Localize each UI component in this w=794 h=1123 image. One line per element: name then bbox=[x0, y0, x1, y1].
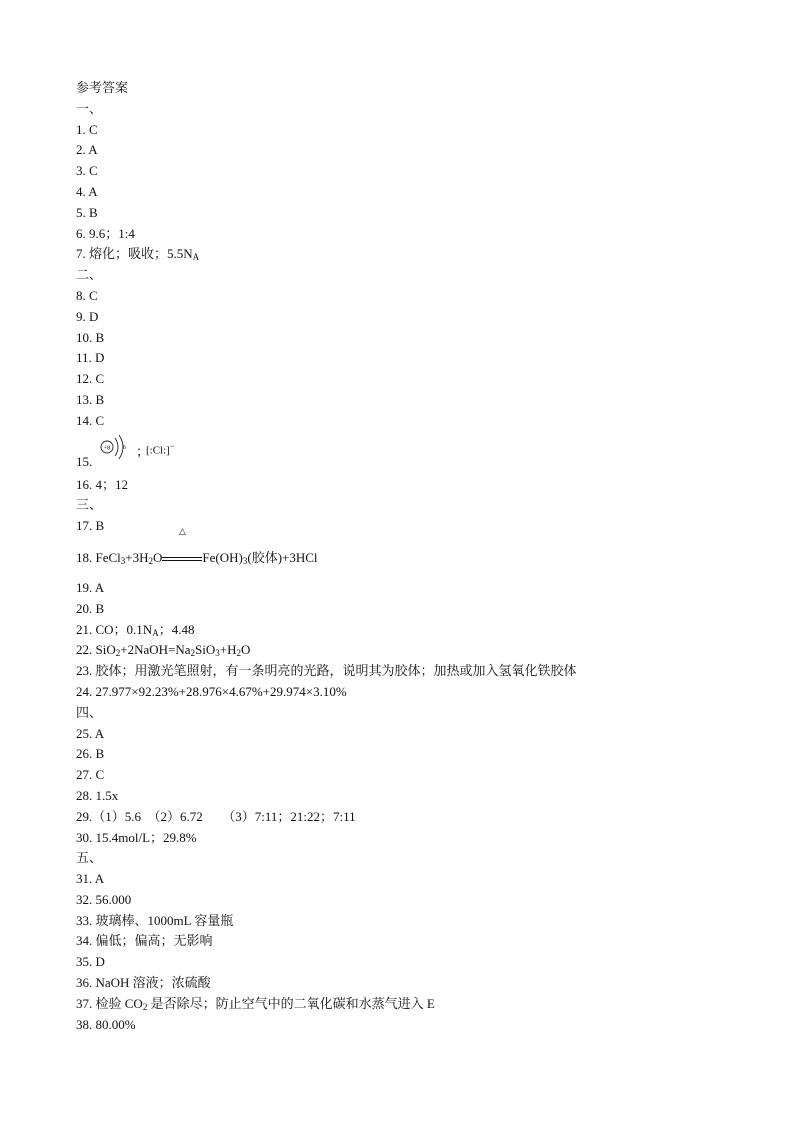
answer-7-text: 7. 熔化；吸收；5.5N bbox=[76, 246, 193, 262]
section-heading-5: 五、 bbox=[76, 850, 103, 866]
atom-shell-electrons: 6 bbox=[123, 444, 126, 451]
answer-12: 12. C bbox=[76, 371, 105, 387]
answer-22-part: 22. SiO bbox=[76, 642, 116, 658]
answer-17: 17. B bbox=[76, 518, 105, 534]
answer-22-part: +H bbox=[219, 642, 237, 658]
answer-18-sub: 2 bbox=[148, 555, 154, 566]
answer-21-part: ；4.48 bbox=[158, 621, 195, 637]
answer-15 bbox=[76, 432, 756, 475]
chloride-ion-formula bbox=[146, 436, 175, 461]
page-title: 参考答案 bbox=[76, 80, 129, 95]
answer-30: 30. 15.4mol/L；29.8% bbox=[76, 829, 197, 845]
answer-24: 24. 27.977×92.23%+28.976×4.67%+29.974×3.10% bbox=[76, 683, 347, 699]
answer-10: 10. B bbox=[76, 329, 105, 345]
answer-28: 28. 1.5x bbox=[76, 787, 119, 803]
answer-22-part: +2NaOH=Na bbox=[120, 642, 191, 658]
answer-18-part: O bbox=[153, 549, 163, 565]
answer-22-sub: 2 bbox=[115, 648, 121, 659]
answer-31: 31. A bbox=[76, 871, 105, 887]
answer-38: 38. 80.00% bbox=[76, 1016, 136, 1032]
answer-15-separator: ； bbox=[136, 443, 150, 459]
answer-37-part: 是否除尽；防止空气中的二氧化碳和水蒸气进入 E bbox=[147, 995, 435, 1011]
answer-6: 6. 9.6；1:4 bbox=[76, 225, 135, 241]
atom-structure-diagram bbox=[96, 432, 134, 470]
answer-34: 34. 偏低；偏高；无影响 bbox=[76, 933, 213, 949]
answer-18-part: 18. FeCl bbox=[76, 549, 121, 565]
section-heading-4: 四、 bbox=[76, 704, 103, 720]
answer-18-part: Fe(OH) bbox=[202, 549, 243, 565]
answer-22-sub: 2 bbox=[236, 648, 241, 659]
answer-37 bbox=[76, 994, 756, 1015]
answer-22-sub: 2 bbox=[190, 648, 195, 659]
heating-condition-arrow bbox=[162, 525, 202, 578]
answer-8: 8. C bbox=[76, 287, 98, 303]
answer-33: 33. 玻璃棒、1000mL 容量瓶 bbox=[76, 912, 234, 928]
answer-23: 23. 胶体；用激光笔照射，有一条明亮的光路，说明其为胶体；加热或加入氢氧化铁胶体 bbox=[76, 663, 577, 679]
heat-symbol: △ bbox=[178, 525, 186, 536]
section-heading-1: 一、 bbox=[76, 100, 103, 116]
chloride-ion-charge: − bbox=[169, 440, 175, 451]
answer-22 bbox=[76, 640, 756, 661]
answer-27: 27. C bbox=[76, 767, 105, 783]
answer-37-part: 37. 检验 CO bbox=[76, 995, 143, 1011]
answer-11: 11. D bbox=[76, 350, 105, 366]
answer-22-sub: 3 bbox=[215, 648, 220, 659]
chloride-ion-text: [:Cl:] bbox=[146, 444, 170, 457]
atom-nucleus-label: +8 bbox=[103, 445, 111, 452]
answer-36: 36. NaOH 溶液；浓硫酸 bbox=[76, 975, 211, 991]
section-heading-2: 二、 bbox=[76, 267, 103, 283]
answer-21 bbox=[76, 620, 756, 641]
answer-25: 25. A bbox=[76, 725, 105, 741]
answer-32: 32. 56.000 bbox=[76, 891, 132, 907]
answer-21-part: 21. CO；0.1N bbox=[76, 621, 153, 637]
answer-29: 29.（1）5.6 （2）6.72 （3）7:11；21:22；7:11 bbox=[76, 808, 356, 824]
answer-7 bbox=[76, 244, 756, 265]
answer-37-sub: 2 bbox=[142, 1001, 148, 1012]
answer-35: 35. D bbox=[76, 954, 105, 970]
answer-7-subscript: A bbox=[192, 252, 200, 263]
answer-22-part: SiO bbox=[195, 642, 216, 658]
answer-1: 1. C bbox=[76, 121, 98, 137]
answer-18-sub: 3 bbox=[242, 555, 248, 566]
answer-26: 26. B bbox=[76, 746, 105, 762]
answer-2: 2. A bbox=[76, 142, 98, 158]
answer-18-part: (胶体)+3HCl bbox=[247, 549, 318, 565]
answer-4: 4. A bbox=[76, 183, 98, 199]
answer-20: 20. B bbox=[76, 600, 105, 616]
answer-15-number: 15. bbox=[76, 453, 93, 469]
answer-5: 5. B bbox=[76, 204, 98, 220]
answer-18-part: +3H bbox=[125, 549, 149, 565]
answer-18-sub: 3 bbox=[120, 555, 126, 566]
answer-3: 3. C bbox=[76, 163, 98, 179]
answer-14: 14. C bbox=[76, 412, 105, 428]
answer-13: 13. B bbox=[76, 391, 105, 407]
answer-22-part: O bbox=[240, 642, 251, 658]
answer-16: 16. 4；12 bbox=[76, 476, 129, 492]
section-heading-3: 三、 bbox=[76, 497, 103, 513]
answer-document bbox=[76, 78, 756, 1035]
answer-21-sub: A bbox=[152, 627, 159, 638]
answer-9: 9. D bbox=[76, 308, 99, 324]
answer-19: 19. A bbox=[76, 579, 105, 595]
